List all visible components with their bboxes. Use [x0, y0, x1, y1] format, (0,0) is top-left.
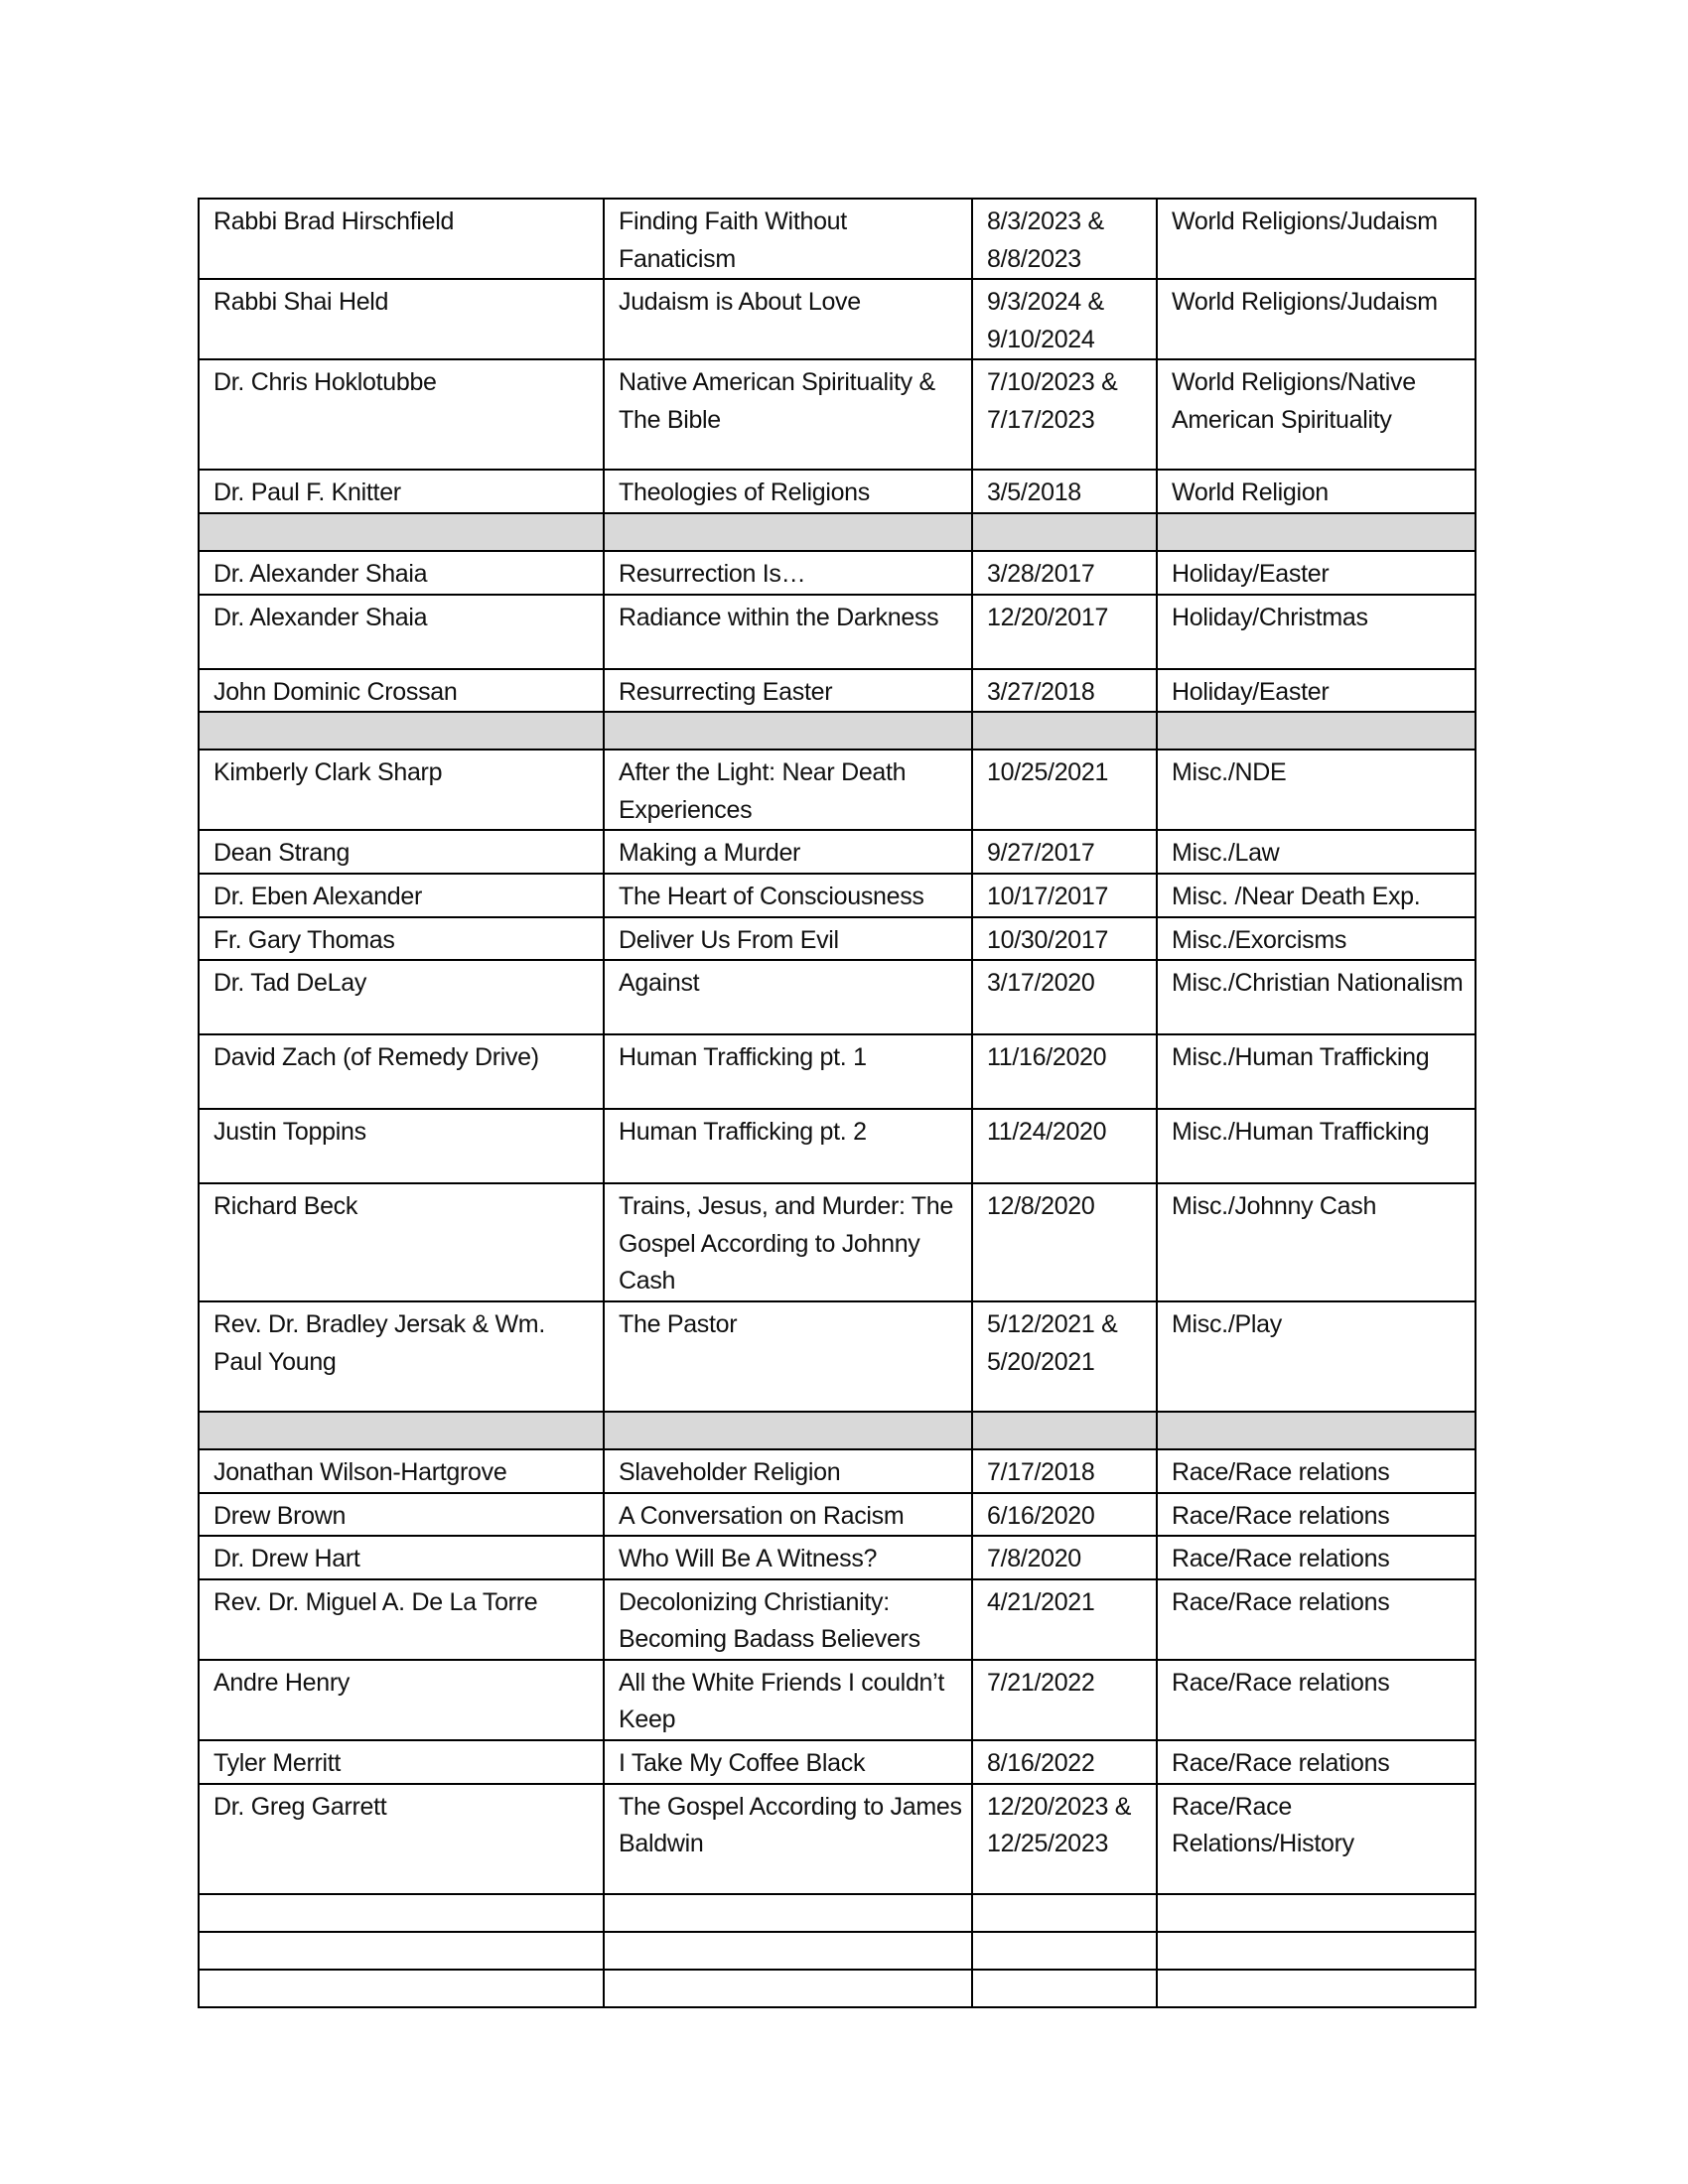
date-cell: 3/17/2020 — [972, 960, 1157, 1034]
table-row — [199, 1109, 1476, 1183]
table-row — [199, 917, 1476, 961]
category-cell: Race/Race relations — [1157, 1740, 1476, 1784]
speaker-cell: Dr. Alexander Shaia — [199, 595, 604, 669]
events-table-body — [199, 199, 1476, 2007]
title-cell — [604, 1894, 972, 1932]
speaker-cell — [199, 712, 604, 750]
date-cell: 11/24/2020 — [972, 1109, 1157, 1183]
table-row — [199, 595, 1476, 669]
table-row — [199, 669, 1476, 713]
speaker-cell: David Zach (of Remedy Drive) — [199, 1034, 604, 1109]
category-cell: World Religions/Judaism — [1157, 199, 1476, 279]
speaker-cell: Rabbi Shai Held — [199, 279, 604, 359]
table-row — [199, 1034, 1476, 1109]
category-cell: Misc./Christian Nationalism — [1157, 960, 1476, 1034]
date-cell: 7/8/2020 — [972, 1536, 1157, 1579]
empty-row — [199, 1970, 1476, 2007]
table-row — [199, 1301, 1476, 1412]
title-cell — [604, 1412, 972, 1449]
category-cell: Misc./Play — [1157, 1301, 1476, 1412]
speaker-cell: Tyler Merritt — [199, 1740, 604, 1784]
title-cell: Judaism is About Love — [604, 279, 972, 359]
title-cell — [604, 1932, 972, 1970]
title-cell: The Heart of Consciousness — [604, 874, 972, 917]
speaker-cell — [199, 1894, 604, 1932]
table-row — [199, 279, 1476, 359]
title-cell: Who Will Be A Witness? — [604, 1536, 972, 1579]
date-cell: 8/3/2023 & 8/8/2023 — [972, 199, 1157, 279]
speaker-cell: Fr. Gary Thomas — [199, 917, 604, 961]
table-row — [199, 199, 1476, 279]
category-cell: Misc./NDE — [1157, 750, 1476, 830]
category-cell: World Religions/Native American Spirituality — [1157, 359, 1476, 470]
title-cell — [604, 712, 972, 750]
empty-row — [199, 1932, 1476, 1970]
date-cell: 10/17/2017 — [972, 874, 1157, 917]
category-cell: Race/Race relations — [1157, 1579, 1476, 1660]
speaker-cell: Dean Strang — [199, 830, 604, 874]
speaker-cell: Dr. Chris Hoklotubbe — [199, 359, 604, 470]
category-cell — [1157, 513, 1476, 551]
title-cell: A Conversation on Racism — [604, 1493, 972, 1537]
title-cell: Decolonizing Christianity: Becoming Badass Believers — [604, 1579, 972, 1660]
date-cell — [972, 1894, 1157, 1932]
empty-row — [199, 1894, 1476, 1932]
date-cell: 12/20/2023 & 12/25/2023 — [972, 1784, 1157, 1894]
speaker-cell: Justin Toppins — [199, 1109, 604, 1183]
title-cell: Resurrection Is… — [604, 551, 972, 595]
speaker-cell: Dr. Paul F. Knitter — [199, 470, 604, 513]
speaker-cell — [199, 1412, 604, 1449]
category-cell: Race/Race relations — [1157, 1449, 1476, 1493]
section-separator-row — [199, 712, 1476, 750]
category-cell: Race/Race relations — [1157, 1660, 1476, 1740]
table-row — [199, 874, 1476, 917]
category-cell: World Religions/Judaism — [1157, 279, 1476, 359]
speaker-cell — [199, 513, 604, 551]
speaker-cell: Rabbi Brad Hirschfield — [199, 199, 604, 279]
table-row — [199, 1740, 1476, 1784]
category-cell: Holiday/Easter — [1157, 669, 1476, 713]
section-separator-row — [199, 1412, 1476, 1449]
speaker-cell: Dr. Tad DeLay — [199, 960, 604, 1034]
table-row — [199, 551, 1476, 595]
title-cell: Deliver Us From Evil — [604, 917, 972, 961]
title-cell: Trains, Jesus, and Murder: The Gospel According to Johnny Cash — [604, 1183, 972, 1301]
date-cell: 7/21/2022 — [972, 1660, 1157, 1740]
date-cell: 9/27/2017 — [972, 830, 1157, 874]
title-cell: Human Trafficking pt. 2 — [604, 1109, 972, 1183]
date-cell — [972, 1412, 1157, 1449]
date-cell: 10/30/2017 — [972, 917, 1157, 961]
title-cell: Theologies of Religions — [604, 470, 972, 513]
speaker-cell: Andre Henry — [199, 1660, 604, 1740]
speaker-cell: Jonathan Wilson-Hartgrove — [199, 1449, 604, 1493]
speaker-cell — [199, 1970, 604, 2007]
date-cell — [972, 1970, 1157, 2007]
category-cell: Race/Race relations — [1157, 1536, 1476, 1579]
title-cell: I Take My Coffee Black — [604, 1740, 972, 1784]
table-row — [199, 1493, 1476, 1537]
speaker-cell: John Dominic Crossan — [199, 669, 604, 713]
table-row — [199, 830, 1476, 874]
speaker-cell: Richard Beck — [199, 1183, 604, 1301]
date-cell: 6/16/2020 — [972, 1493, 1157, 1537]
title-cell: After the Light: Near Death Experiences — [604, 750, 972, 830]
category-cell — [1157, 1894, 1476, 1932]
table-row — [199, 1183, 1476, 1301]
category-cell: Misc. /Near Death Exp. — [1157, 874, 1476, 917]
category-cell: Holiday/Easter — [1157, 551, 1476, 595]
date-cell — [972, 513, 1157, 551]
category-cell — [1157, 712, 1476, 750]
speaker-cell: Kimberly Clark Sharp — [199, 750, 604, 830]
date-cell: 7/10/2023 & 7/17/2023 — [972, 359, 1157, 470]
title-cell — [604, 1970, 972, 2007]
date-cell: 5/12/2021 & 5/20/2021 — [972, 1301, 1157, 1412]
category-cell — [1157, 1932, 1476, 1970]
table-row — [199, 1579, 1476, 1660]
category-cell: Misc./Exorcisms — [1157, 917, 1476, 961]
category-cell: Race/Race relations — [1157, 1493, 1476, 1537]
date-cell — [972, 712, 1157, 750]
date-cell — [972, 1932, 1157, 1970]
speaker-cell: Dr. Alexander Shaia — [199, 551, 604, 595]
title-cell: Slaveholder Religion — [604, 1449, 972, 1493]
speaker-cell: Dr. Eben Alexander — [199, 874, 604, 917]
category-cell: Misc./Human Trafficking — [1157, 1034, 1476, 1109]
category-cell: Misc./Johnny Cash — [1157, 1183, 1476, 1301]
speaker-cell: Rev. Dr. Bradley Jersak & Wm. Paul Young — [199, 1301, 604, 1412]
category-cell — [1157, 1412, 1476, 1449]
title-cell: The Gospel According to James Baldwin — [604, 1784, 972, 1894]
table-row — [199, 1536, 1476, 1579]
events-table — [198, 198, 1477, 2008]
category-cell: Holiday/Christmas — [1157, 595, 1476, 669]
title-cell: All the White Friends I couldn’t Keep — [604, 1660, 972, 1740]
category-cell — [1157, 1970, 1476, 2007]
table-row — [199, 1660, 1476, 1740]
date-cell: 3/28/2017 — [972, 551, 1157, 595]
speaker-cell: Dr. Greg Garrett — [199, 1784, 604, 1894]
title-cell — [604, 513, 972, 551]
table-row — [199, 750, 1476, 830]
table-row — [199, 1449, 1476, 1493]
section-separator-row — [199, 513, 1476, 551]
speaker-cell: Drew Brown — [199, 1493, 604, 1537]
date-cell: 3/5/2018 — [972, 470, 1157, 513]
date-cell: 12/8/2020 — [972, 1183, 1157, 1301]
table-row — [199, 470, 1476, 513]
speaker-cell — [199, 1932, 604, 1970]
title-cell: Making a Murder — [604, 830, 972, 874]
table-row — [199, 960, 1476, 1034]
title-cell: The Pastor — [604, 1301, 972, 1412]
date-cell: 10/25/2021 — [972, 750, 1157, 830]
date-cell: 9/3/2024 & 9/10/2024 — [972, 279, 1157, 359]
date-cell: 11/16/2020 — [972, 1034, 1157, 1109]
category-cell: Race/Race Relations/History — [1157, 1784, 1476, 1894]
date-cell: 4/21/2021 — [972, 1579, 1157, 1660]
category-cell: Misc./Human Trafficking — [1157, 1109, 1476, 1183]
date-cell: 3/27/2018 — [972, 669, 1157, 713]
title-cell: Resurrecting Easter — [604, 669, 972, 713]
category-cell: Misc./Law — [1157, 830, 1476, 874]
date-cell: 7/17/2018 — [972, 1449, 1157, 1493]
date-cell: 12/20/2017 — [972, 595, 1157, 669]
title-cell: Human Trafficking pt. 1 — [604, 1034, 972, 1109]
title-cell: Native American Spirituality & The Bible — [604, 359, 972, 470]
title-cell: Finding Faith Without Fanaticism — [604, 199, 972, 279]
date-cell: 8/16/2022 — [972, 1740, 1157, 1784]
table-row — [199, 359, 1476, 470]
category-cell: World Religion — [1157, 470, 1476, 513]
speaker-cell: Rev. Dr. Miguel A. De La Torre — [199, 1579, 604, 1660]
title-cell: Radiance within the Darkness — [604, 595, 972, 669]
speaker-cell: Dr. Drew Hart — [199, 1536, 604, 1579]
table-row — [199, 1784, 1476, 1894]
title-cell: Against — [604, 960, 972, 1034]
